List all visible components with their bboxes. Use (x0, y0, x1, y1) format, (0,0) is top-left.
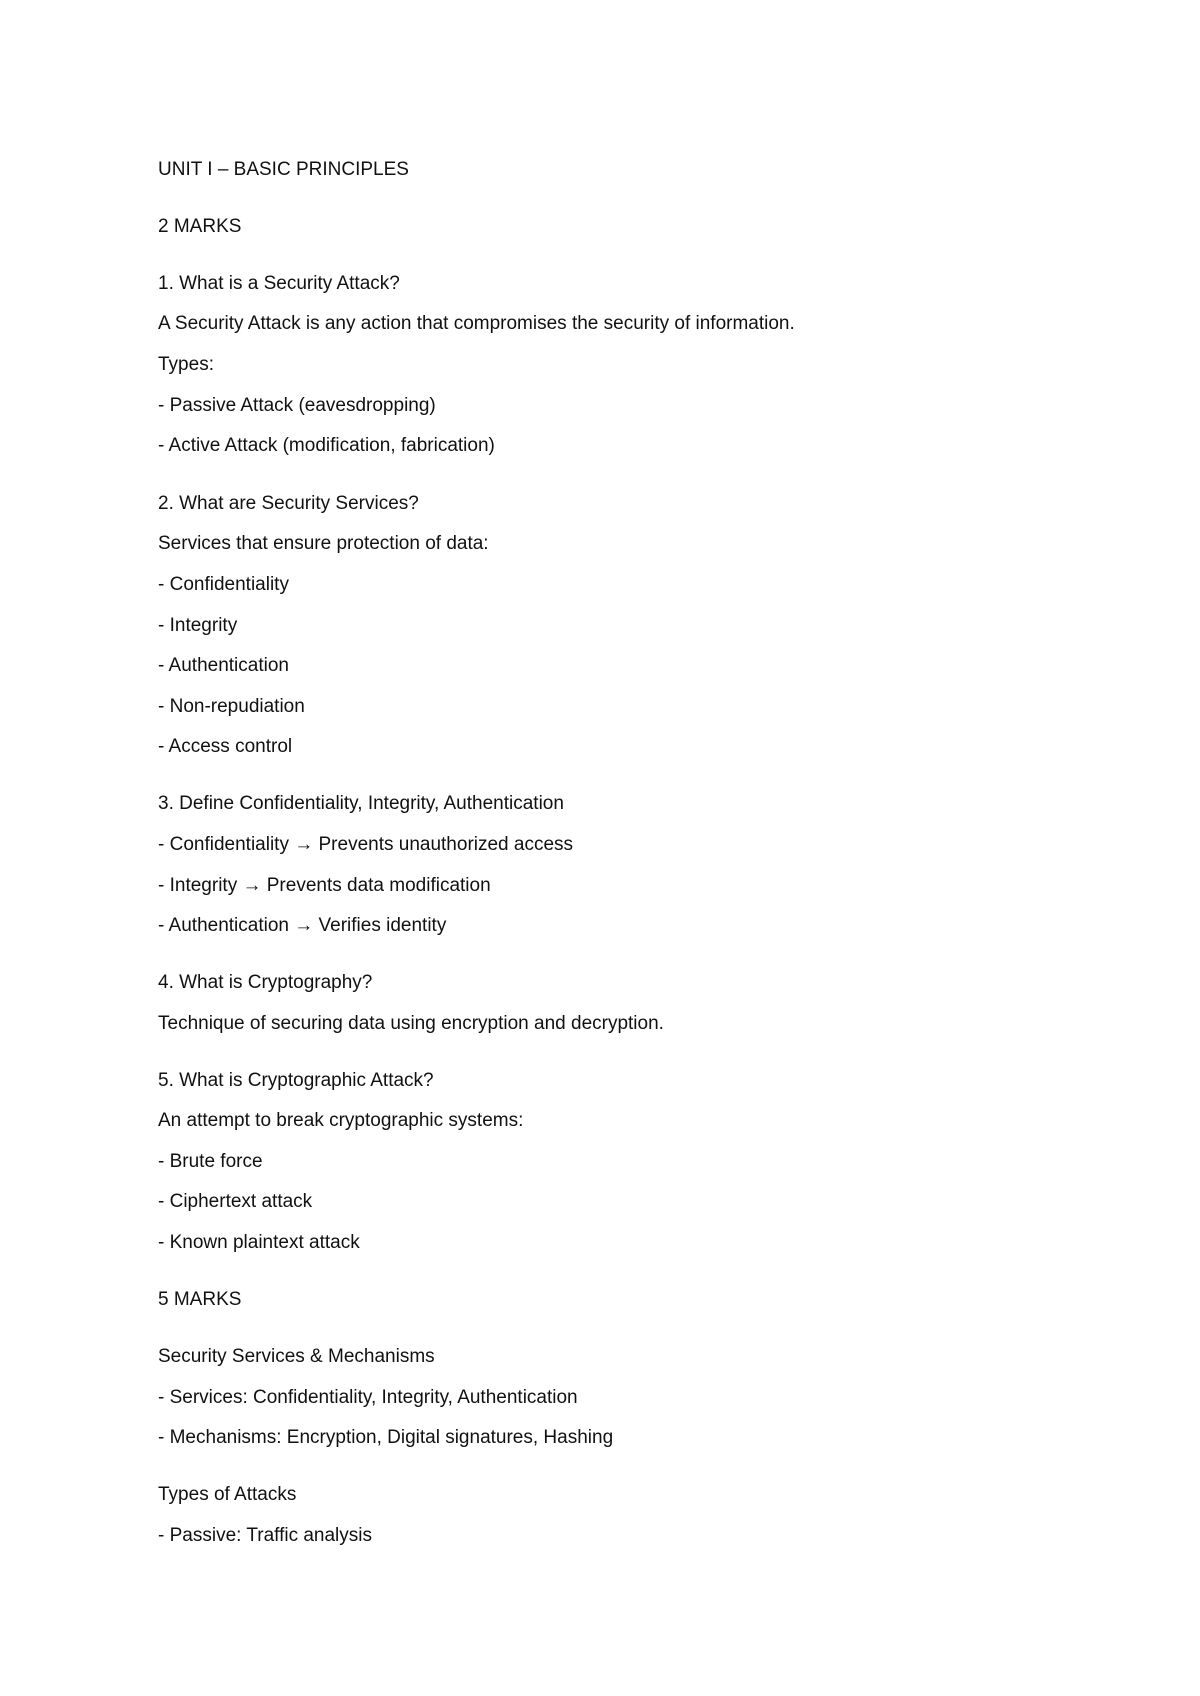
unit-title: UNIT I – BASIC PRINCIPLES (158, 159, 409, 180)
answer-4: Technique of securing data using encryption and decryption. (158, 1013, 664, 1034)
question-1: 1. What is a Security Attack? (158, 273, 400, 294)
section-heading-5-marks: 5 MARKS (158, 1289, 242, 1310)
question-2: 2. What are Security Services? (158, 493, 419, 514)
list-item: - Authentication (158, 655, 289, 676)
list-item: - Integrity (158, 615, 238, 636)
question-5: 5. What is Cryptographic Attack? (158, 1070, 434, 1091)
answer-5: An attempt to break cryptographic systems: (158, 1110, 524, 1131)
list-item: - Services: Confidentiality, Integrity, Authentication (158, 1387, 578, 1408)
section-heading-2-marks: 2 MARKS (158, 216, 242, 237)
answer-1: A Security Attack is any action that compromises the security of information. (158, 313, 795, 334)
list-item: - Known plaintext attack (158, 1232, 360, 1253)
answer-2: Services that ensure protection of data: (158, 533, 489, 554)
list-item: - Passive Attack (eavesdropping) (158, 395, 436, 416)
list-item: - Confidentiality → Prevents unauthorized access (158, 834, 574, 855)
types-label: Types: (158, 354, 214, 375)
list-item: - Access control (158, 736, 293, 757)
list-item: - Integrity → Prevents data modification (158, 875, 491, 896)
question-4: 4. What is Cryptography? (158, 972, 373, 993)
list-item: - Mechanisms: Encryption, Digital signatures, Hashing (158, 1427, 614, 1448)
subheading-types-of-attacks: Types of Attacks (158, 1484, 297, 1505)
question-3: 3. Define Confidentiality, Integrity, Authentication (158, 793, 564, 814)
list-item: - Non-repudiation (158, 696, 305, 717)
list-item: - Confidentiality (158, 574, 289, 595)
subheading-services-mechanisms: Security Services & Mechanisms (158, 1346, 435, 1367)
list-item: - Ciphertext attack (158, 1191, 313, 1212)
list-item: - Active Attack (modification, fabrication) (158, 435, 495, 456)
list-item: - Authentication → Verifies identity (158, 915, 447, 936)
list-item: - Passive: Traffic analysis (158, 1525, 373, 1546)
list-item: - Brute force (158, 1151, 263, 1172)
